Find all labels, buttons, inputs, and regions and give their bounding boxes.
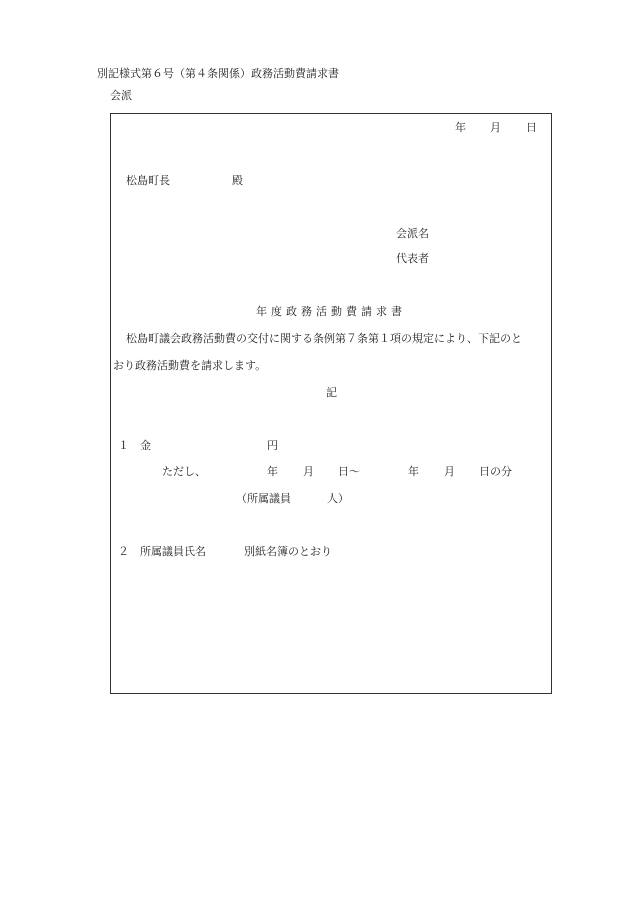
addressee-honorific: 殿 — [232, 174, 243, 187]
item1-proviso: ただし、 — [162, 465, 206, 478]
form-box — [110, 113, 552, 694]
form-title: 別記様式第６号（第４条関係）政務活動費請求書 — [97, 67, 339, 80]
date-year: 年 — [455, 121, 466, 134]
item1-label: 金 — [140, 439, 151, 452]
item1-to-year: 年 — [408, 465, 419, 478]
item1-number: １ — [118, 439, 129, 452]
body-text-line2: おり政務活動費を請求します。 — [113, 359, 267, 372]
item1-to-month: 月 — [444, 465, 455, 478]
item1-to-day: 日の分 — [479, 465, 512, 478]
item2-label: 所属議員氏名 — [140, 545, 206, 558]
body-text-line1: 松島町議会政務活動費の交付に関する条例第７条第１項の規定により、下記のと — [126, 332, 522, 345]
addressee-name: 松島町長 — [126, 174, 170, 187]
item2-value: 別紙名簿のとおり — [244, 545, 332, 558]
date-month: 月 — [490, 121, 501, 134]
representative-label: 代表者 — [396, 252, 429, 265]
item1-from-day: 日～ — [338, 465, 360, 478]
item1-members-close: 人） — [327, 492, 349, 505]
item2-number: ２ — [118, 545, 129, 558]
item1-from-year: 年 — [267, 465, 278, 478]
group-name-label: 会派名 — [396, 227, 429, 240]
item1-members-open: （所属議員 — [236, 492, 291, 505]
date-day: 日 — [526, 121, 537, 134]
item1-from-month: 月 — [303, 465, 314, 478]
item1-unit: 円 — [267, 439, 278, 452]
ki-label: 記 — [326, 386, 337, 399]
document-title: 年度政務活動費請求書 — [256, 305, 406, 318]
group-label: 会派 — [110, 89, 132, 102]
